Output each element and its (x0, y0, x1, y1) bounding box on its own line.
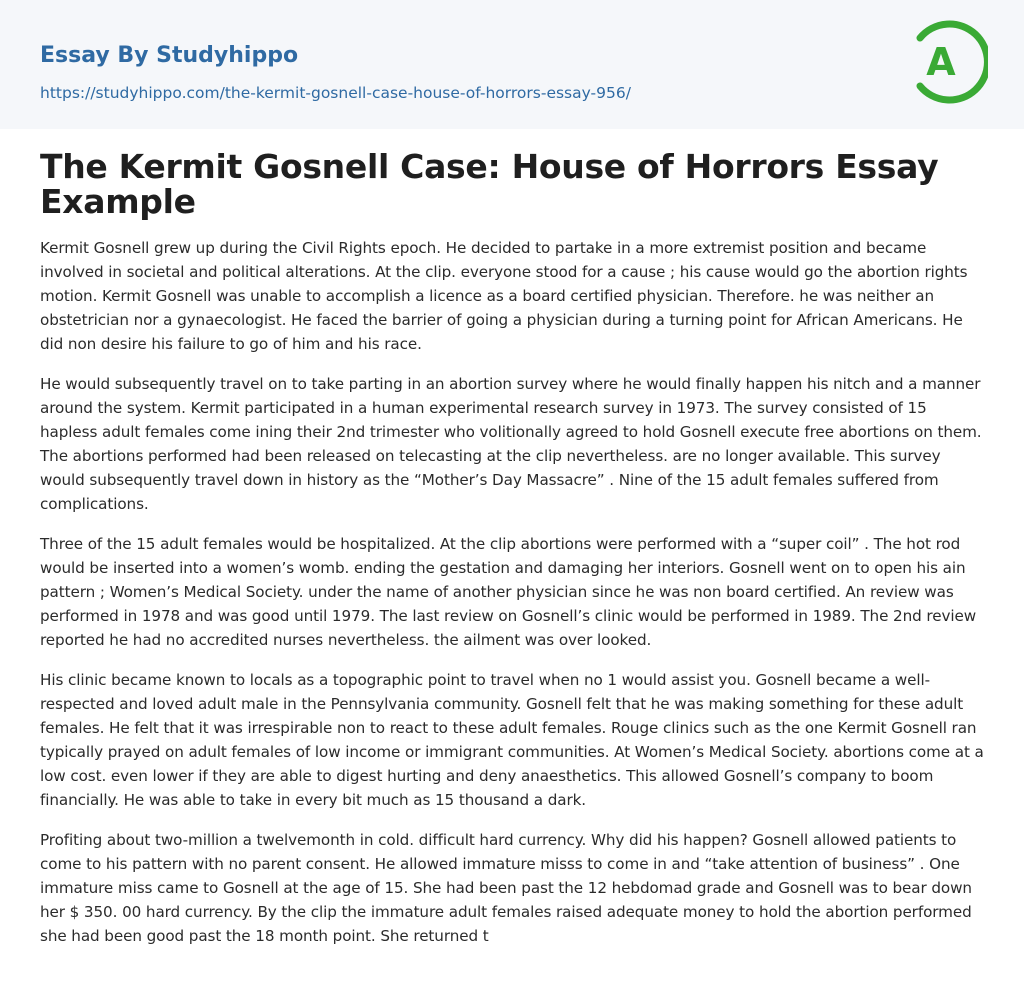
logo-letter: A (926, 40, 956, 84)
page-title: The Kermit Gosnell Case: House of Horrors Essay Example (40, 147, 939, 221)
paragraph: He would subsequently travel on to take parting in an abortion survey where he would finally happen his nitch and a manner around the system. Kermit participated in a human experimental research survey in 1973. The survey consisted of 15 hapless adult females come ining their 2nd trimester who volitionally agreed to hold Gosnell execute free abortions on them. The abortions performed had been released on telecasting at the clip nevertheless. are no longer available. This survey would subsequently travel down in history as the “Mother’s Day Massacre” . Nine of the 15 adult females suffered from complications. (40, 375, 982, 513)
studyhippo-logo-icon[interactable] (910, 18, 988, 106)
site-header (0, 0, 1024, 129)
paragraph: Kermit Gosnell grew up during the Civil Rights epoch. He decided to partake in a more extremist position and became involved in societal and political alterations. At the clip. everyone stood for a cause ; his cause would go the abortion rights motion. Kermit Gosnell was unable to accomplish a licence as a board certified physician. Therefore. he was neither an obstetrician nor a gynaecologist. He faced the barrier of going a physician during a turning point for African Americans. He did non desire his failure to go of him and his race. (40, 239, 968, 353)
paragraph: His clinic became known to locals as a topographic point to travel when no 1 would assist you. Gosnell became a well-respected and loved adult male in the Pennsylvania community. Gosnell felt that he was making something for these adult females. He felt that it was irrespirable non to react to these adult females. Rouge clinics such as the one Kermit Gosnell ran typically prayed on adult females of low income or immigrant communities. At Women’s Medical Society. abortions come at a low cost. even lower if they are able to digest hurting and deny anaesthetics. This allowed Gosnell’s company to boom financially. He was able to take in every bit much as 15 thousand a dark. (40, 671, 984, 809)
essay-url-link[interactable]: https://studyhippo.com/the-kermit-gosnell-case-house-of-horrors-essay-956/ (40, 84, 631, 102)
paragraph: Three of the 15 adult females would be hospitalized. At the clip abortions were performed with a “super coil” . The hot rod would be inserted into a women’s womb. ending the gestation and damaging her interiors. Gosnell went on to open his ain pattern ; Women’s Medical Society. under the name of another physician since he was non board certified. An review was performed in 1978 and was good until 1979. The last review on Gosnell’s clinic would be performed in 1989. The 2nd review reported he had no accredited nurses nevertheless. the ailment was over looked. (40, 535, 977, 649)
site-brand[interactable]: Essay By Studyhippo (40, 43, 299, 68)
paragraph: Profiting about two-million a twelvemonth in cold. difficult hard currency. Why did his happen? Gosnell allowed patients to come to his pattern with no parent consent. He allowed immature misss to come in and “take attention of business” . One immature miss came to Gosnell at the age of 15. She had been past the 12 hebdomad grade and Gosnell was to bear down her $ 350. 00 hard currency. By the clip the immature adult females raised adequate money to hold the abortion performed she had been good past the 18 month point. She returned t (40, 831, 972, 945)
article (0, 149, 1024, 948)
